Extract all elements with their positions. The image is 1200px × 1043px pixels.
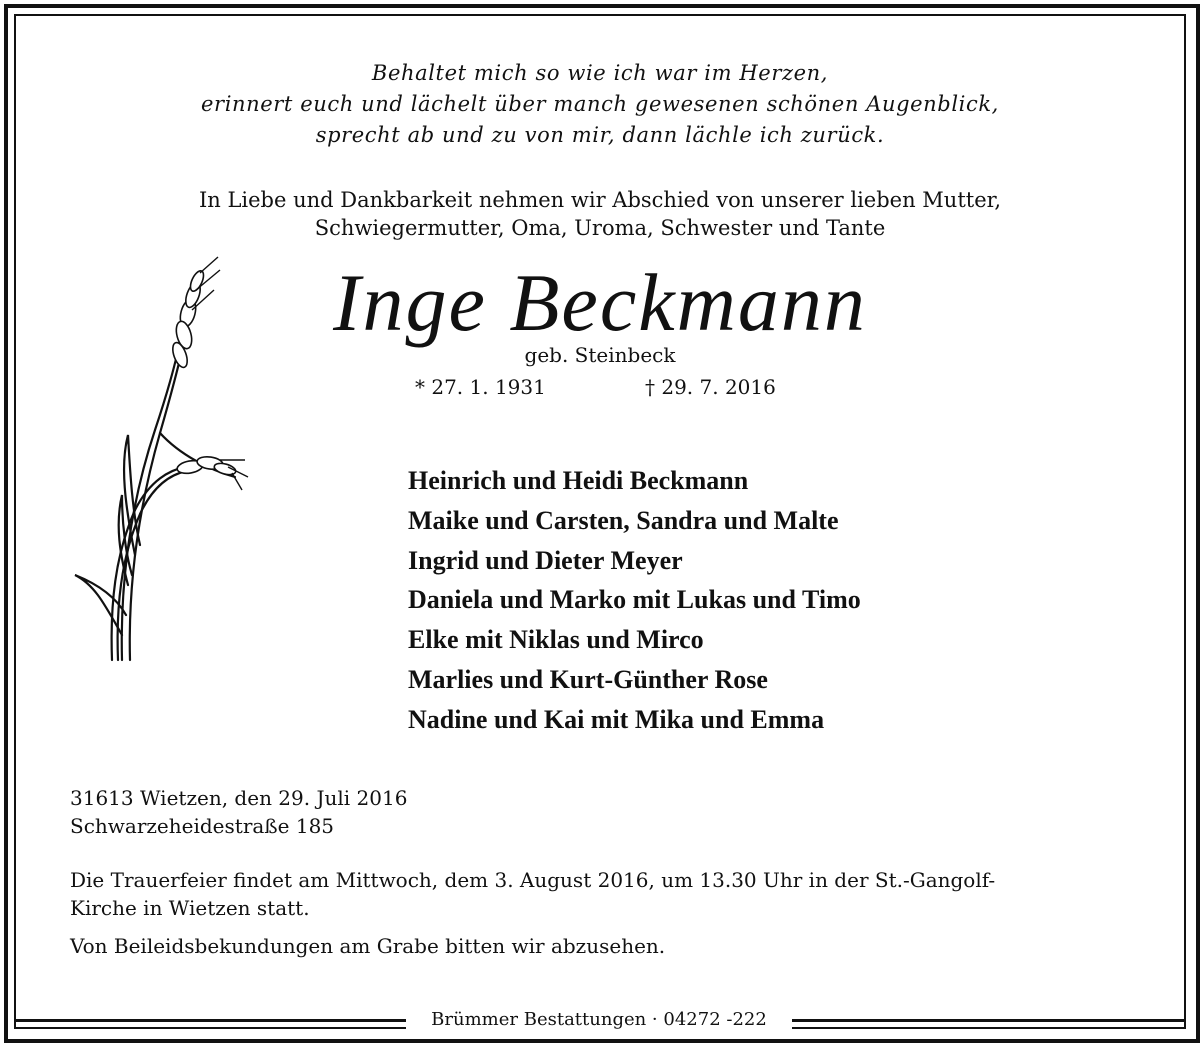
list-item: Elke mit Niklas und Mirco (408, 625, 704, 655)
list-item: Ingrid und Dieter Meyer (408, 545, 683, 575)
condolence-note: Von Beileidsbekundungen am Grabe bitten wir abzusehen. (70, 934, 666, 958)
footer-rule-left (14, 1019, 406, 1022)
list-item: Daniela und Marko mit Lukas und Timo (408, 585, 861, 615)
intro-text (0, 186, 1200, 242)
intro-line: In Liebe und Dankbarkeit nehmen wir Abschied von unserer lieben Mutter, (198, 188, 1002, 212)
poem (0, 58, 1200, 151)
funeral-home-footer: Brümmer Bestattungen · 04272 -222 (406, 1007, 792, 1033)
ceremony-line: Kirche in Wietzen statt. (70, 896, 310, 920)
poem-line: Behaltet mich so wie ich war im Herzen, (371, 61, 829, 85)
street-address: Schwarzeheidestraße 185 (70, 814, 335, 838)
address-block (70, 784, 407, 840)
birth-date: * 27. 1. 1931 (415, 375, 546, 399)
ceremony-line: Die Trauerfeier findet am Mittwoch, dem 3. August 2016, um 13.30 Uhr in der St.-Gangolf- (70, 868, 996, 892)
list-item: Heinrich und Heidi Beckmann (408, 466, 749, 495)
list-item: Nadine und Kai mit Mika und Emma (408, 704, 825, 734)
maiden-name: geb. Steinbeck (524, 343, 676, 367)
ceremony-notice (70, 866, 1140, 922)
list-item: Marlies und Kurt-Günther Rose (408, 664, 768, 694)
list-item: Maike und Carsten, Sandra und Malte (408, 505, 839, 535)
family-list (408, 461, 861, 740)
place-and-date: 31613 Wietzen, den 29. Juli 2016 (70, 786, 408, 810)
deceased-name: Inge Beckmann (333, 257, 867, 348)
poem-line: erinnert euch und lächelt über manch gewesenen schönen Augenblick, (201, 92, 999, 116)
death-date: † 29. 7. 2016 (645, 375, 776, 399)
intro-line: Schwiegermutter, Oma, Uroma, Schwester und Tante (314, 216, 886, 240)
footer-rule-right (792, 1019, 1186, 1022)
wheat-stalk-icon (60, 255, 260, 685)
poem-line: sprecht ab und zu von mir, dann lächle ich zurück. (315, 123, 885, 147)
